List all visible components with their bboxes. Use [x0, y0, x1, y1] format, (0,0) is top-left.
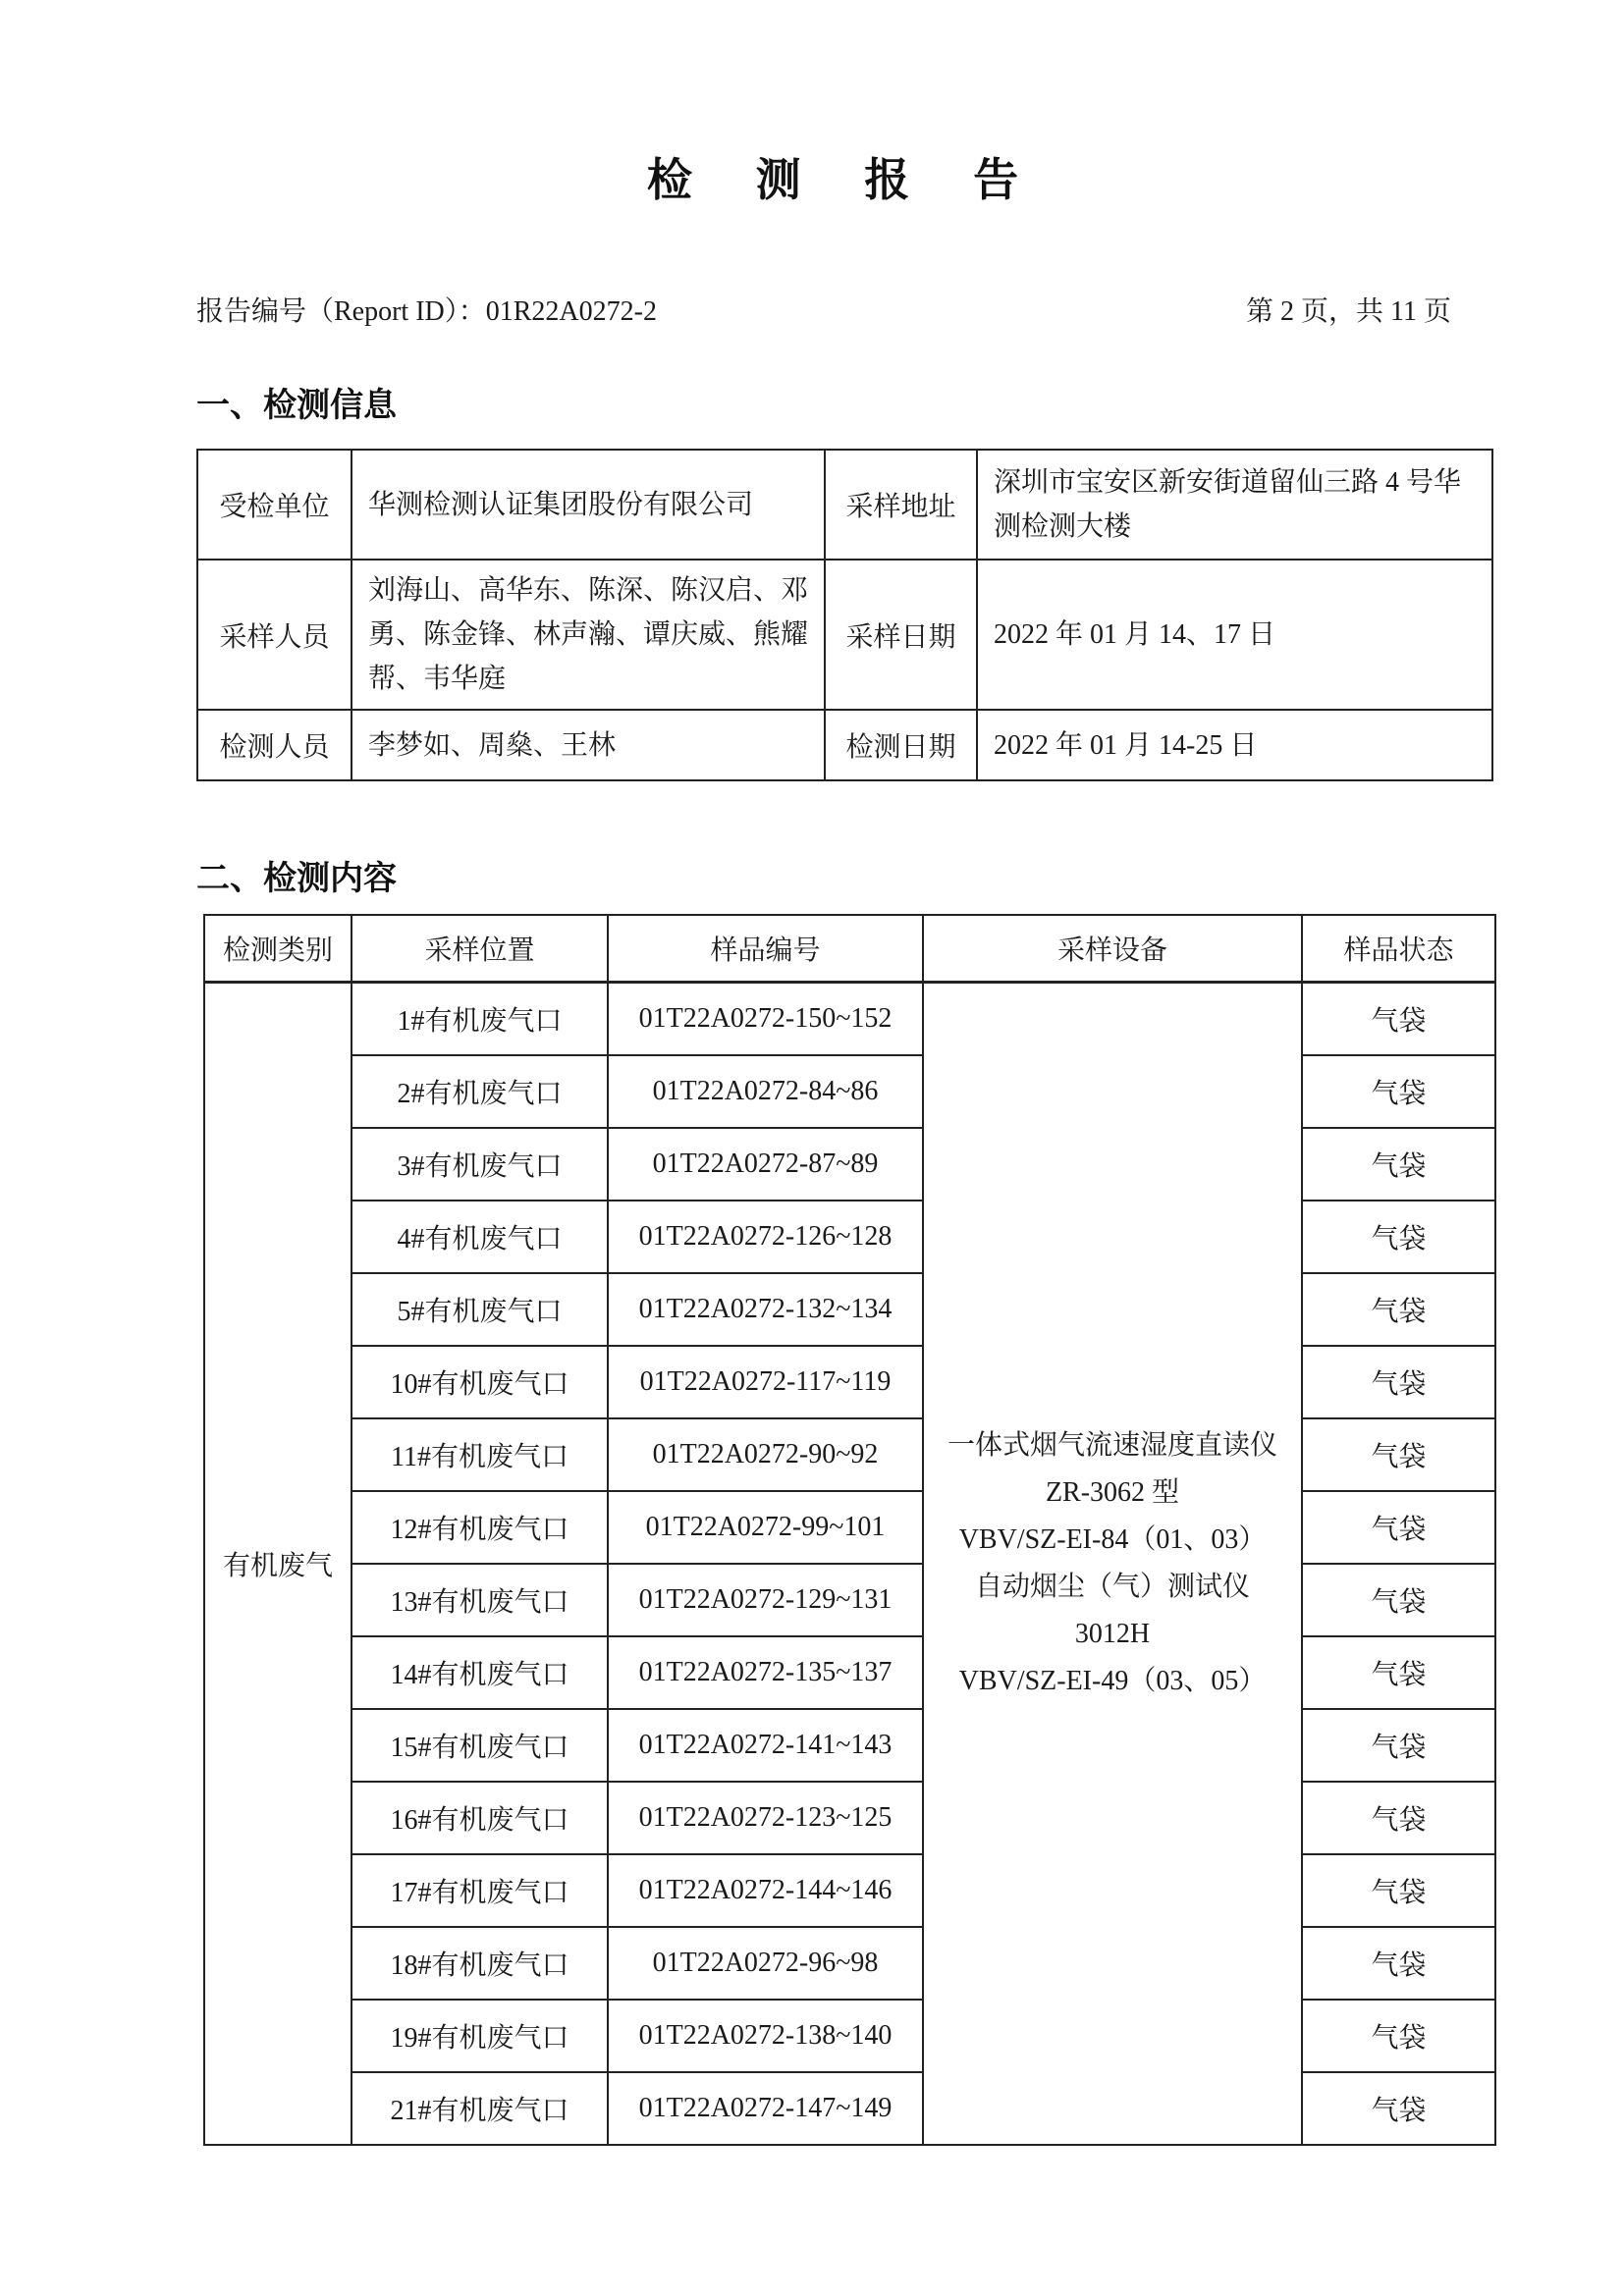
- sampling-position-cell: 4#有机废气口: [352, 1201, 608, 1273]
- sampling-position-cell: 2#有机废气口: [352, 1055, 608, 1128]
- inspected-unit-label: 受检单位: [197, 450, 352, 560]
- table-row: [204, 1201, 1495, 1273]
- sample-status-cell: 气袋: [1302, 1564, 1495, 1636]
- sample-id-cell: 01T22A0272-84~86: [608, 1055, 923, 1128]
- sample-id-cell: 01T22A0272-138~140: [608, 2000, 923, 2072]
- section2-heading: 二、检测内容: [196, 860, 397, 898]
- sample-status-cell: 气袋: [1302, 1927, 1495, 2000]
- testing-date-label: 检测日期: [825, 710, 977, 780]
- sampling-position-cell: 11#有机废气口: [352, 1418, 608, 1491]
- table-row: [197, 450, 1492, 560]
- sample-id-cell: 01T22A0272-150~152: [608, 983, 923, 1056]
- table-row: [204, 1709, 1495, 1782]
- col-header-equipment: 采样设备: [923, 915, 1302, 983]
- document-title: 检 测 报 告: [646, 154, 1045, 205]
- test-info-table: [196, 449, 1493, 781]
- sample-id-cell: 01T22A0272-96~98: [608, 1927, 923, 2000]
- sampling-address-value: 深圳市宝安区新安街道留仙三路 4 号华测检测大楼: [977, 450, 1492, 560]
- sample-status-cell: 气袋: [1302, 1273, 1495, 1346]
- equipment-line: 3012H: [1074, 1619, 1151, 1650]
- sample-id-cell: 01T22A0272-90~92: [608, 1418, 923, 1491]
- sample-status-cell: 气袋: [1302, 1636, 1495, 1709]
- table-row: [204, 983, 1495, 1056]
- sample-status-cell: 气袋: [1302, 2000, 1495, 2072]
- testing-staff-label: 检测人员: [197, 710, 352, 780]
- inspected-unit-value: 华测检测认证集团股份有限公司: [352, 450, 825, 560]
- table-row: [204, 1055, 1495, 1128]
- equipment-line: 自动烟尘（气）测试仪: [974, 1572, 1250, 1603]
- sampling-position-cell: 14#有机废气口: [352, 1636, 608, 1709]
- table-row: [204, 1927, 1495, 2000]
- sample-id-cell: 01T22A0272-99~101: [608, 1491, 923, 1564]
- sample-id-cell: 01T22A0272-141~143: [608, 1709, 923, 1782]
- sampling-position-cell: 17#有机废气口: [352, 1854, 608, 1927]
- page-content: [196, 0, 1494, 2146]
- table-row: [204, 1564, 1495, 1636]
- table-row: [204, 2000, 1495, 2072]
- section1-heading: 一、检测信息: [196, 387, 397, 425]
- test-category-cell: 有机废气: [204, 983, 352, 2146]
- sampling-staff-label: 采样人员: [197, 560, 352, 710]
- table-row: [204, 1346, 1495, 1418]
- table-row: [204, 1854, 1495, 1927]
- sample-status-cell: 气袋: [1302, 1346, 1495, 1418]
- equipment-line: 一体式烟气流速湿度直读仪: [947, 1430, 1277, 1462]
- col-header-sample-id: 样品编号: [608, 915, 923, 983]
- sample-status-cell: 气袋: [1302, 1854, 1495, 1927]
- sample-status-cell: 气袋: [1302, 983, 1495, 1056]
- sample-status-cell: 气袋: [1302, 2072, 1495, 2145]
- sample-status-cell: 气袋: [1302, 1055, 1495, 1128]
- sample-id-cell: 01T22A0272-129~131: [608, 1564, 923, 1636]
- equipment-line: VBV/SZ-EI-84（01、03）: [958, 1524, 1267, 1556]
- table-row: [204, 1782, 1495, 1854]
- sampling-position-cell: 12#有机废气口: [352, 1491, 608, 1564]
- sampling-position-cell: 16#有机废气口: [352, 1782, 608, 1854]
- col-header-status: 样品状态: [1302, 915, 1495, 983]
- sampling-date-value: 2022 年 01 月 14、17 日: [977, 560, 1492, 710]
- sample-id-cell: 01T22A0272-117~119: [608, 1346, 923, 1418]
- sample-status-cell: 气袋: [1302, 1418, 1495, 1491]
- table-row: [204, 1491, 1495, 1564]
- sample-id-cell: 01T22A0272-132~134: [608, 1273, 923, 1346]
- col-header-position: 采样位置: [352, 915, 608, 983]
- sampling-date-label: 采样日期: [825, 560, 977, 710]
- sampling-position-cell: 15#有机废气口: [352, 1709, 608, 1782]
- sample-status-cell: 气袋: [1302, 1128, 1495, 1201]
- equipment-line: ZR-3062 型: [1045, 1477, 1180, 1509]
- sampling-position-cell: 5#有机废气口: [352, 1273, 608, 1346]
- table-row: [204, 2072, 1495, 2145]
- sampling-position-cell: 21#有机废气口: [352, 2072, 608, 2145]
- table-row: [204, 1636, 1495, 1709]
- sampling-position-cell: 19#有机废气口: [352, 2000, 608, 2072]
- table-header-row: [204, 915, 1495, 983]
- sampling-address-label: 采样地址: [825, 450, 977, 560]
- sample-status-cell: 气袋: [1302, 1709, 1495, 1782]
- sampling-position-cell: 10#有机废气口: [352, 1346, 608, 1418]
- sample-status-cell: 气袋: [1302, 1201, 1495, 1273]
- test-content-table: [203, 914, 1496, 2146]
- sample-id-cell: 01T22A0272-123~125: [608, 1782, 923, 1854]
- sample-status-cell: 气袋: [1302, 1491, 1495, 1564]
- table-row: [197, 560, 1492, 710]
- sampling-position-cell: 1#有机废气口: [352, 983, 608, 1056]
- sampling-position-cell: 3#有机废气口: [352, 1128, 608, 1201]
- sample-id-cell: 01T22A0272-135~137: [608, 1636, 923, 1709]
- sample-id-cell: 01T22A0272-144~146: [608, 1854, 923, 1927]
- testing-date-value: 2022 年 01 月 14-25 日: [977, 710, 1492, 780]
- sample-id-cell: 01T22A0272-126~128: [608, 1201, 923, 1273]
- sampling-staff-value: 刘海山、高华东、陈深、陈汉启、邓勇、陈金锋、林声瀚、谭庆威、熊耀帮、韦华庭: [352, 560, 825, 710]
- table-row: [204, 1128, 1495, 1201]
- table-row: [204, 1418, 1495, 1491]
- sample-status-cell: 气袋: [1302, 1782, 1495, 1854]
- table-row: [197, 710, 1492, 780]
- sample-id-cell: 01T22A0272-87~89: [608, 1128, 923, 1201]
- table-row: [204, 1273, 1495, 1346]
- report-id: 报告编号（Report ID）：01R22A0272-2: [196, 295, 657, 327]
- sampling-position-cell: 13#有机废气口: [352, 1564, 608, 1636]
- page-number-info: 第 2 页，共 11 页: [1246, 295, 1451, 327]
- sampling-equipment-cell: [923, 983, 1302, 2146]
- equipment-line: VBV/SZ-EI-49（03、05）: [958, 1666, 1267, 1697]
- sampling-position-cell: 18#有机废气口: [352, 1927, 608, 2000]
- testing-staff-value: 李梦如、周燊、王林: [352, 710, 825, 780]
- sample-id-cell: 01T22A0272-147~149: [608, 2072, 923, 2145]
- report-meta-line: [196, 295, 1494, 329]
- col-header-category: 检测类别: [204, 915, 352, 983]
